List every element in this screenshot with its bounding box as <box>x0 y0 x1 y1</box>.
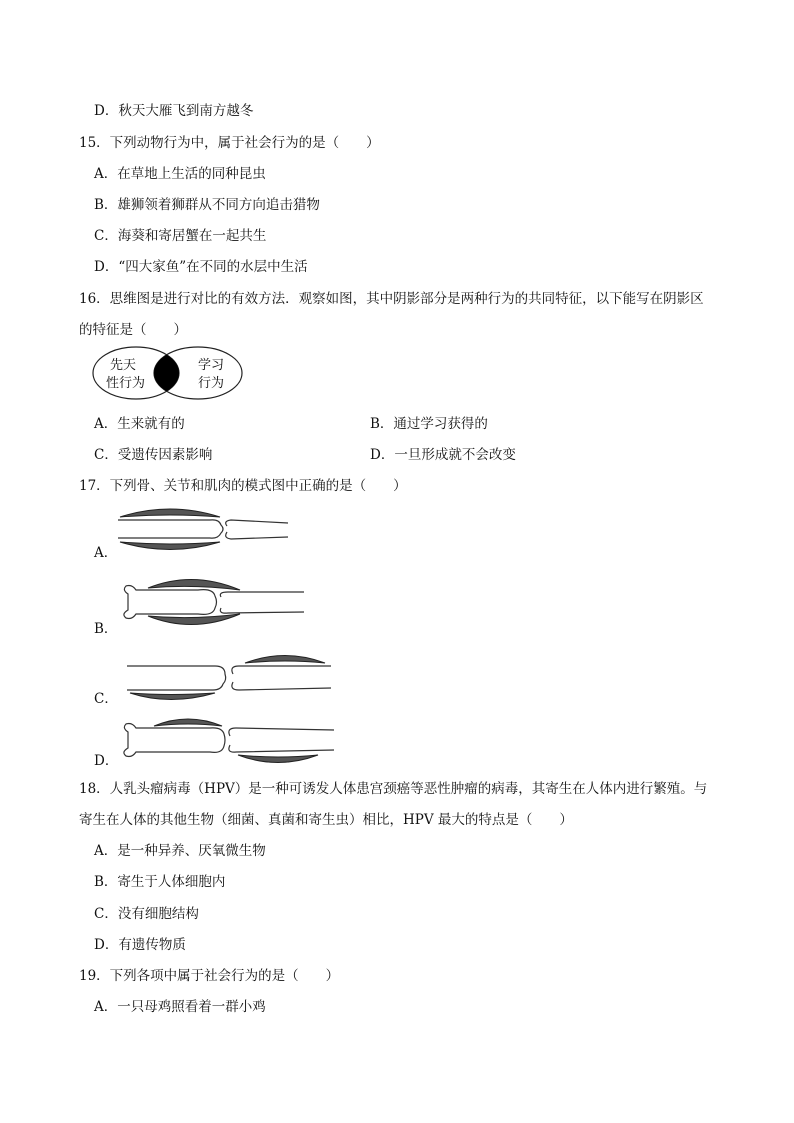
q16-option-d: D．一旦形成就不会改变 <box>370 447 516 463</box>
bone-muscle-figure-c <box>125 652 335 704</box>
bone-muscle-figure-d <box>118 712 338 770</box>
venn-right-label-2: 行为 <box>198 376 225 391</box>
q18-stem-line2: 寄生在人体的其他生物（细菌、真菌和寄生虫）相比，HPV 最大的特点是（ ） <box>79 812 573 828</box>
q18-option-c: C．没有细胞结构 <box>94 906 199 922</box>
q15-option-d: D．“四大家鱼”在不同的水层中生活 <box>94 259 308 275</box>
q16-option-b: B．通过学习获得的 <box>370 416 488 432</box>
q17-label-a: A． <box>94 545 118 561</box>
q19-option-a: A．一只母鸡照看着一群小鸡 <box>94 999 266 1015</box>
q16-option-a: A．生来就有的 <box>94 416 185 432</box>
q17-label-c: C． <box>94 691 118 707</box>
q15-option-a: A．在草地上生活的同种昆虫 <box>94 166 266 182</box>
q16-stem-line1: 16．思维图是进行对比的有效方法．观察如图，其中阴影部分是两种行为的共同特征，以下能写在阴影区 <box>79 291 704 307</box>
bone-muscle-figure-b <box>118 572 308 632</box>
q18-option-a: A．是一种异养、厌氧微生物 <box>94 843 266 859</box>
venn-diagram <box>92 345 244 401</box>
q18-option-d: D．有遗传物质 <box>94 937 186 953</box>
q15-option-c: C．海葵和寄居蟹在一起共生 <box>94 228 267 244</box>
q16-stem-line2: 的特征是（ ） <box>79 322 187 338</box>
q14-option-d: D．秋天大雁飞到南方越冬 <box>94 103 254 119</box>
q17-stem: 17．下列骨、关节和肌肉的模式图中正确的是（ ） <box>79 478 407 494</box>
venn-left-label-1: 先天 <box>110 358 137 373</box>
q19-stem: 19．下列各项中属于社会行为的是（ ） <box>79 968 340 984</box>
q17-label-b: B． <box>94 621 118 637</box>
venn-right-label-1: 学习 <box>198 358 225 373</box>
venn-left-label-2: 性行为 <box>106 376 146 391</box>
q15-option-b: B．雄狮领着狮群从不同方向追击猎物 <box>94 197 320 213</box>
q18-option-b: B．寄生于人体细胞内 <box>94 874 226 890</box>
bone-muscle-figure-a <box>115 505 295 555</box>
q15-stem: 15．下列动物行为中，属于社会行为的是（ ） <box>79 135 380 151</box>
q17-label-d: D． <box>94 753 119 769</box>
q16-option-c: C．受遗传因素影响 <box>94 447 213 463</box>
q18-stem-line1: 18．人乳头瘤病毒（HPV）是一种可诱发人体患宫颈癌等恶性肿瘤的病毒，其寄生在人体内进行繁殖。与 <box>79 781 708 797</box>
